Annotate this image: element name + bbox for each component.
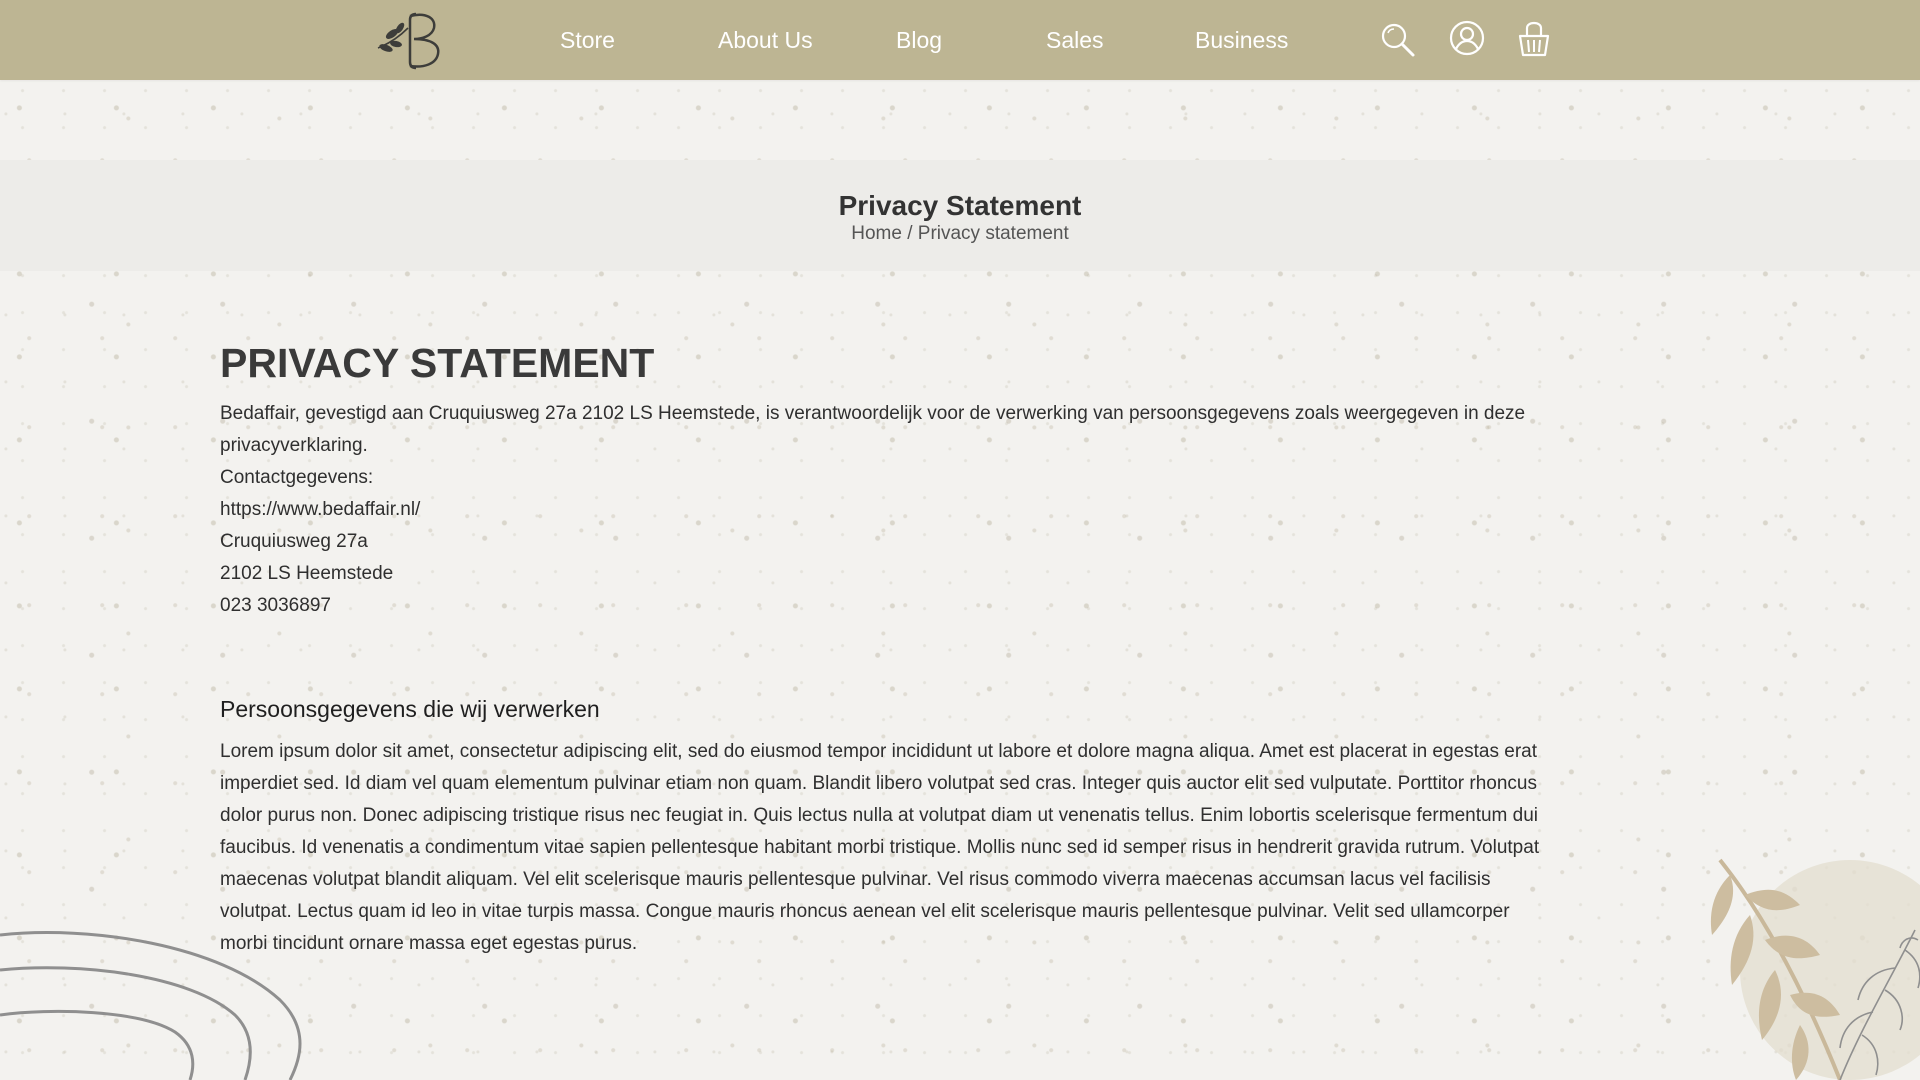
basket-icon[interactable] [1514, 20, 1554, 60]
contact-city: 2102 LS Heemstede [220, 563, 394, 584]
breadcrumb-home-link[interactable]: Home [851, 223, 902, 244]
section-heading: Persoonsgegevens die wij verwerken [220, 696, 600, 722]
nav-sales[interactable]: Sales [1046, 27, 1104, 53]
palm-leaf-decoration [1690, 840, 1920, 1080]
page-title: Privacy Statement [838, 190, 1082, 221]
contact-block [220, 462, 1540, 622]
privacy-heading: PRIVACY STATEMENT [220, 340, 655, 386]
contact-phone: 023 3036897 [220, 595, 331, 616]
page-title-band [0, 160, 1920, 271]
main-content [220, 338, 1540, 960]
nav-about-us[interactable]: About Us [718, 27, 813, 53]
intro-paragraph: Bedaffair, gevestigd aan Cruquiusweg 27a 2102 LS Heemstede, is verantwoordelijk voor de verwerking van persoonsgegevens zoals weergegeven in deze privacyverklaring. [220, 403, 1526, 456]
breadcrumb-current: Privacy statement [917, 223, 1069, 244]
contact-website: https://www.bedaffair.nl/ [220, 499, 421, 520]
nav-business[interactable]: Business [1195, 27, 1289, 53]
search-icon[interactable] [1378, 20, 1418, 60]
contact-label: Contactgegevens: [220, 467, 374, 488]
top-navigation-bar [0, 0, 1920, 80]
account-icon[interactable] [1447, 18, 1487, 58]
breadcrumb [0, 223, 1920, 245]
b-leaf-logo-icon[interactable] [374, 8, 454, 72]
nav-blog[interactable]: Blog [896, 27, 943, 53]
breadcrumb-separator: / [901, 223, 918, 244]
nav-store[interactable]: Store [560, 27, 615, 53]
curved-lines-decoration [0, 920, 320, 1080]
section-body: Lorem ipsum dolor sit amet, consectetur adipiscing elit, sed do eiusmod tempor incididunt ut labore et dolore magna aliqua. Amet est placerat in egestas erat imperdiet sed. Id diam vel quam elementum pulvinar etiam non quam. Blandit libero volutpat sed cras. Integer quis auctor elit sed vulputate. Porttitor rhoncus dolor purus non. Donec adipiscing tristique risus nec feugiat in. Quis lectus nulla at volutpat diam ut venenatis tellus. Enim lobortis scelerisque fermentum dui faucibus. Id venenatis a condimentum vitae sapien pellentesque habitant morbi tristique. Mollis nunc sed id semper risus in hendrerit gravida rutrum. Volutpat maecenas volutpat blandit aliquam. Vel elit scelerisque mauris pellentesque pulvinar. Vel risus commodo viverra maecenas accumsan lacus vel facilisis volutpat. Lectus quam id leo in vitae turpis massa. Congue mauris rhoncus aenean vel elit scelerisque mauris pellentesque pulvinar. Velit sed ullamcorper morbi tincidunt ornare massa eget egestas purus. [220, 741, 1540, 954]
contact-street: Cruquiusweg 27a [220, 531, 368, 552]
